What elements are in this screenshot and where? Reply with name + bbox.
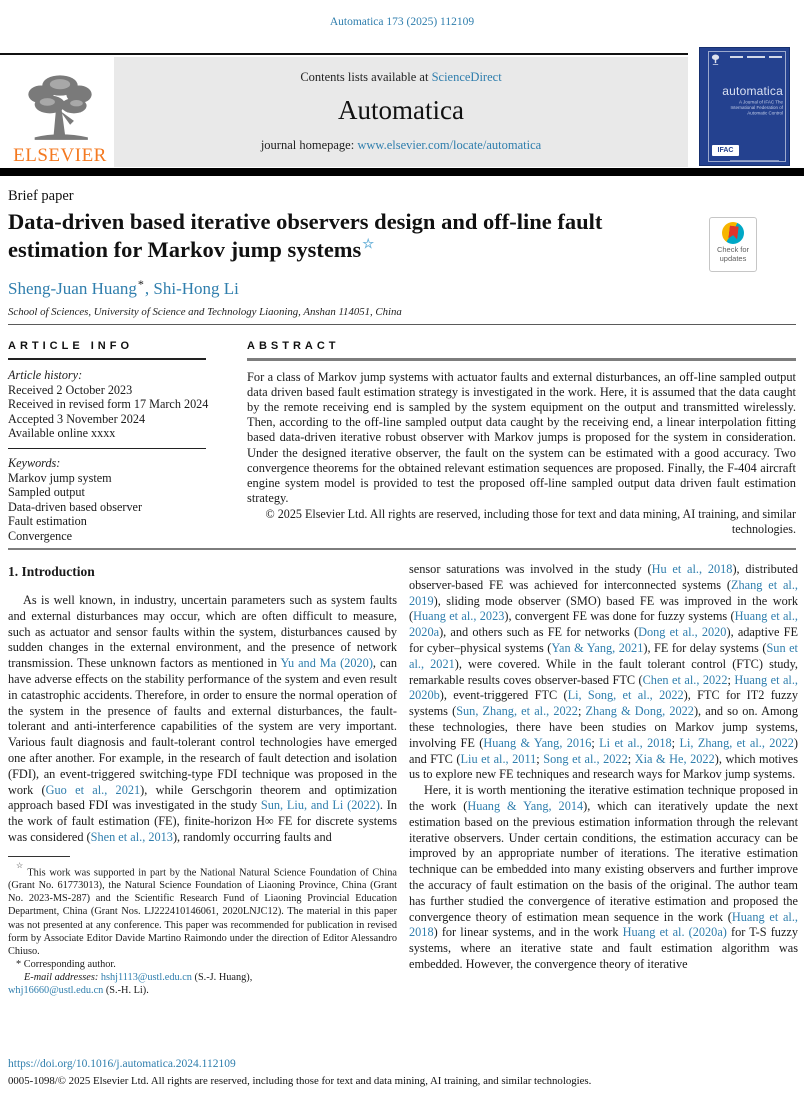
keyword-item: Fault estimation <box>8 514 87 529</box>
citation-link[interactable]: Sun, Liu, and Li (2022) <box>260 798 380 813</box>
citation-link[interactable]: Xia & He, 2022 <box>634 751 715 766</box>
author-list <box>8 279 239 299</box>
journal-masthead <box>114 57 688 167</box>
article-type: Brief paper <box>8 188 74 204</box>
citation-link[interactable]: Chen et al., 2022 <box>642 672 728 687</box>
cover-issue-info <box>730 56 782 58</box>
crossmark-bookmark-icon <box>728 226 739 240</box>
citation-link[interactable]: Huang et al., 2023 <box>413 609 505 624</box>
running-head-citation: Automatica 173 (2025) 112109 <box>329 16 475 28</box>
citation-link[interactable]: Zhang & Dong, 2022 <box>585 704 694 719</box>
doi-link[interactable]: https://doi.org/10.1016/j.automatica.2024.112109 <box>8 1058 236 1070</box>
elsevier-wordmark: ELSEVIER <box>13 145 107 166</box>
corresponding-author-asterisk: * <box>137 277 144 291</box>
journal-cover-thumbnail[interactable] <box>699 47 790 166</box>
cover-subtitle: A Journal of IFAC The International Federation of Automatic Control <box>730 100 783 117</box>
keywords-list <box>8 456 241 544</box>
intro-paragraph-1: As is well known, in industry, uncertain parameters such as system faults and external disturbances may occur, which are often difficult to measure, such as actuator and sensor faults within the system, disturbances caused by sudden changes in the external environment, and the presence of network transmission. These unknown factors as mentioned in Yu and Ma (2020), can have adverse effects on the stability performance of the system and even result in catastrophic accidents. Therefore, in order to ensure the normal operation of the system in the presence of faults and external disturbances, the fault-tolerant and anti-interference capabilities of the system are very important. Various fault diagnosis and fault-tolerant control technologies have emerged one after another. For example, in the research of fault detection and isolation (FDI), an event-triggered switching-type FDI technique was proposed in the work (Guo et al., 2021), while Gerschgorin theorem and optimization approach based FDI was investigated in the study Sun, Liu, and Li (2022). In the work of fault estimation (FE), finite-horizon H∞ FE for discrete systems was considered (Shen et al., 2013), randomly occurring faults and <box>8 593 398 844</box>
abstract-copyright: © 2025 Elsevier Ltd. All rights are reserved, including those for text and data mining, AI training, and similar technologies. <box>265 507 796 537</box>
sciencedirect-link[interactable]: ScienceDirect <box>431 70 502 84</box>
funding-footnote <box>8 862 397 958</box>
citation-link[interactable]: Zhang et al., 2019 <box>409 577 798 608</box>
citation-link[interactable]: Yan & Yang, 2021 <box>551 640 644 655</box>
email-label: E-mail addresses: <box>24 971 99 983</box>
citation-link[interactable]: Huang et al. (2020a) <box>622 925 727 940</box>
doi-link-line <box>8 1058 236 1070</box>
history-item: Received in revised form 17 March 2024 <box>8 397 209 412</box>
article-history-label: Article history: <box>8 368 83 382</box>
author-separator: , <box>144 279 154 298</box>
citation-link[interactable]: Sun et al., 2021 <box>409 640 798 671</box>
intro-paragraph-2: sensor saturations was involved in the study (Hu et al., 2018), distributed observer-based FE was achieved for interconnected systems (Zhang et al., 2019), sliding mode observer (SMO) based FE was improved in the work (Huang et al., 2023), convergent FE was done for fuzzy systems (Huang et al., 2020a), and others such as FE for networks (Dong et al., 2020), adaptive FE for cyber–physical systems (Yan & Yang, 2021), FE for delay systems (Sun et al., 2021), were covered. While in the fault tolerant control (FTC) study, remarkable results coves observer-based FTC (Chen et al., 2022; Huang et al., 2020b), event-triggered FTC (Li, Song, et al., 2022), FTC for IT2 fuzzy systems (Sun, Zhang, et al., 2022; Zhang & Dong, 2022), and so on. Among these technologies, there have been studies on Markov jump systems, involving FE (Huang & Yang, 2016; Li et al., 2018; Li, Zhang, et al., 2022) and FTC (Liu et al., 2011; Song et al., 2022; Xia & He, 2022), which motives us to explore new FE techniques and research ways for Markov jump systems. <box>409 562 799 782</box>
abstract-bottom-rule <box>8 548 796 550</box>
abstract-heading: ABSTRACT <box>247 340 340 352</box>
body-column-right <box>409 562 798 973</box>
crossmark-icon <box>722 222 744 244</box>
abstract-section <box>247 340 796 537</box>
author-2[interactable]: Shi-Hong Li <box>153 279 239 298</box>
homepage-line <box>114 138 688 153</box>
check-for-updates-badge[interactable] <box>709 217 757 272</box>
citation-link[interactable]: Huang & Yang, 2016 <box>483 735 592 750</box>
citation-link[interactable]: Sun, Zhang, et al., 2022 <box>456 704 578 719</box>
elsevier-logo[interactable] <box>8 58 112 166</box>
citation-link[interactable]: Guo et al., 2021 <box>45 782 141 797</box>
header-divider-bar <box>0 168 804 176</box>
keyword-item: Markov jump system <box>8 470 112 485</box>
history-item: Received 2 October 2023 <box>8 382 133 397</box>
citation-link[interactable]: Dong et al., 2020 <box>638 625 727 640</box>
check-for-updates-label: Check for updates <box>716 245 750 263</box>
article-title-text: Data-driven based iterative observers design and off-line fault estimation for Markov jump systems <box>8 209 603 262</box>
title-footnote-star[interactable]: ☆ <box>362 236 374 251</box>
citation-link[interactable]: Li, Song, et al., 2022 <box>567 688 684 703</box>
footnote-block <box>8 856 397 997</box>
email-line-1 <box>8 971 397 984</box>
cover-journal-title: automatica <box>722 84 783 98</box>
email-address-1[interactable]: hshj1113@ustl.edu.cn <box>100 971 192 983</box>
homepage-prefix: journal homepage: <box>260 138 358 152</box>
history-item: Accepted 3 November 2024 <box>8 411 146 426</box>
citation-link[interactable]: Li et al., 2018 <box>599 735 672 750</box>
keywords-label: Keywords: <box>8 455 61 470</box>
citation-link[interactable]: Huang et al., 2018 <box>409 909 798 940</box>
citation-link[interactable]: Yu and Ma (2020) <box>280 656 373 671</box>
corresponding-author-note: * Corresponding author. <box>16 958 116 970</box>
section-heading-introduction: 1. Introduction <box>8 564 95 579</box>
abstract-rule <box>247 358 796 361</box>
article-info-section <box>8 340 241 544</box>
keyword-item: Data-driven based observer <box>8 499 143 514</box>
citation-link[interactable]: Huang et al., 2020b <box>409 672 798 703</box>
keyword-item: Sampled output <box>8 485 85 500</box>
article-history <box>8 368 241 441</box>
citation-link[interactable]: Huang & Yang, 2014 <box>467 798 584 813</box>
keywords-rule <box>8 448 206 449</box>
email-line-2 <box>8 984 397 997</box>
header-top-rule <box>0 53 688 55</box>
elsevier-tree-icon <box>22 69 98 145</box>
contents-line <box>114 70 688 85</box>
affiliation: School of Sciences, University of Science and Technology Liaoning, Anshan 114051, China <box>8 306 402 318</box>
email-2-suffix: (S.-H. Li). <box>103 985 149 997</box>
intro-paragraph-3: Here, it is worth mentioning the iterative estimation technique proposed in the work (Huang & Yang, 2014), which can iteratively update the next estimation based on the previous estimation information through the relevant iterative observers. Under certain conditions, the estimation accuracy can be improved by an appropriate number of iterations. The iterative estimation technique can be embedded into many existing observers and further improve the accuracy of fault estimation on the basis of the original. The author team has further studied the convergence of iterative estimation and proposed the convergence theory of estimation mean sequence in the work (Huang et al., 2018) for linear systems, and in the work Huang et al. (2020a) for T-S fuzzy systems, where an iterative state and fault estimation algorithm was embedded. However, the convergence theory of iterative <box>409 783 799 971</box>
author-1[interactable]: Sheng-Juan Huang <box>8 279 137 298</box>
elsevier-tree-icon-small <box>711 54 720 65</box>
email-address-2[interactable]: whj16660@ustl.edu.cn <box>8 985 104 997</box>
abstract-text: For a class of Markov jump systems with actuator faults and external disturbances, an off-line sampled output data driven based fault estimation strategy is investigated in the work. Here, it is assumed that the data caught by the remote receiving end is sampled by the system equipment on the output and transmitted wirelessly. Then, according to the off-line sampled output data caught by the receiving end, a linear interpolation fitting based data-driven iterative robust observer with Markov jumps is proposed for the system in consideration. Under the designed iterative observer, the fault on the system can be estimated with a good accuracy. Two convergence theorems for the obtained relevant estimation sequences are proposed. Finally, the F-404 aircraft engine system model is provided to test the proposed off-line sampled output data driven fault estimation strategy. <box>247 369 796 506</box>
ifac-logo: IFAC <box>712 145 739 156</box>
issn-copyright-line: 0005-1098/© 2025 Elsevier Ltd. All rights are reserved, including those for text and data mining, AI training, and similar technologies. <box>8 1075 592 1087</box>
citation-link[interactable]: Hu et al., 2018 <box>651 562 733 576</box>
citation-link[interactable]: Shen et al., 2013 <box>90 829 173 844</box>
article-info-heading: ARTICLE INFO <box>8 340 133 352</box>
journal-homepage-link[interactable]: www.elsevier.com/locate/automatica <box>357 138 542 152</box>
article-title <box>8 208 656 267</box>
history-item: Available online xxxx <box>8 426 116 441</box>
affiliation-rule <box>8 324 796 325</box>
footnote-star: ☆ <box>16 860 25 870</box>
keyword-item: Convergence <box>8 528 73 543</box>
footnote-rule <box>8 856 70 857</box>
citation-link[interactable]: Song et al., 2022 <box>543 751 628 766</box>
citation-link[interactable]: Li, Zhang, et al., 2022 <box>679 735 794 750</box>
article-info-rule <box>8 358 206 360</box>
citation-link[interactable]: Liu et al., 2011 <box>460 751 537 766</box>
citation-link[interactable]: Huang et al., 2020a <box>409 609 798 640</box>
body-column-left <box>8 562 397 997</box>
journal-title: Automatica <box>338 95 464 125</box>
cover-bottom-text-line <box>730 160 779 161</box>
funding-footnote-text: This work was supported in part by the National Natural Science Foundation of China (Grant No. 61773013), the Natural Science Foundation of Liaoning Province, China (Grant No. 2023-MS-287) and the Scientific Research Fund of Liaoning Provincial Education Department, China (Grant Nos. LJ222410146061, 2020LNJC12). The material in this paper was not presented at any conference. This paper was recommended for publication in revised form by Associate Editor Davide Martino Raimondo under the direction of Editor Alessandro Chiuso. <box>8 867 397 957</box>
email-1-suffix: (S.-J. Huang), <box>191 971 253 983</box>
contents-prefix: Contents lists available at <box>300 70 432 84</box>
